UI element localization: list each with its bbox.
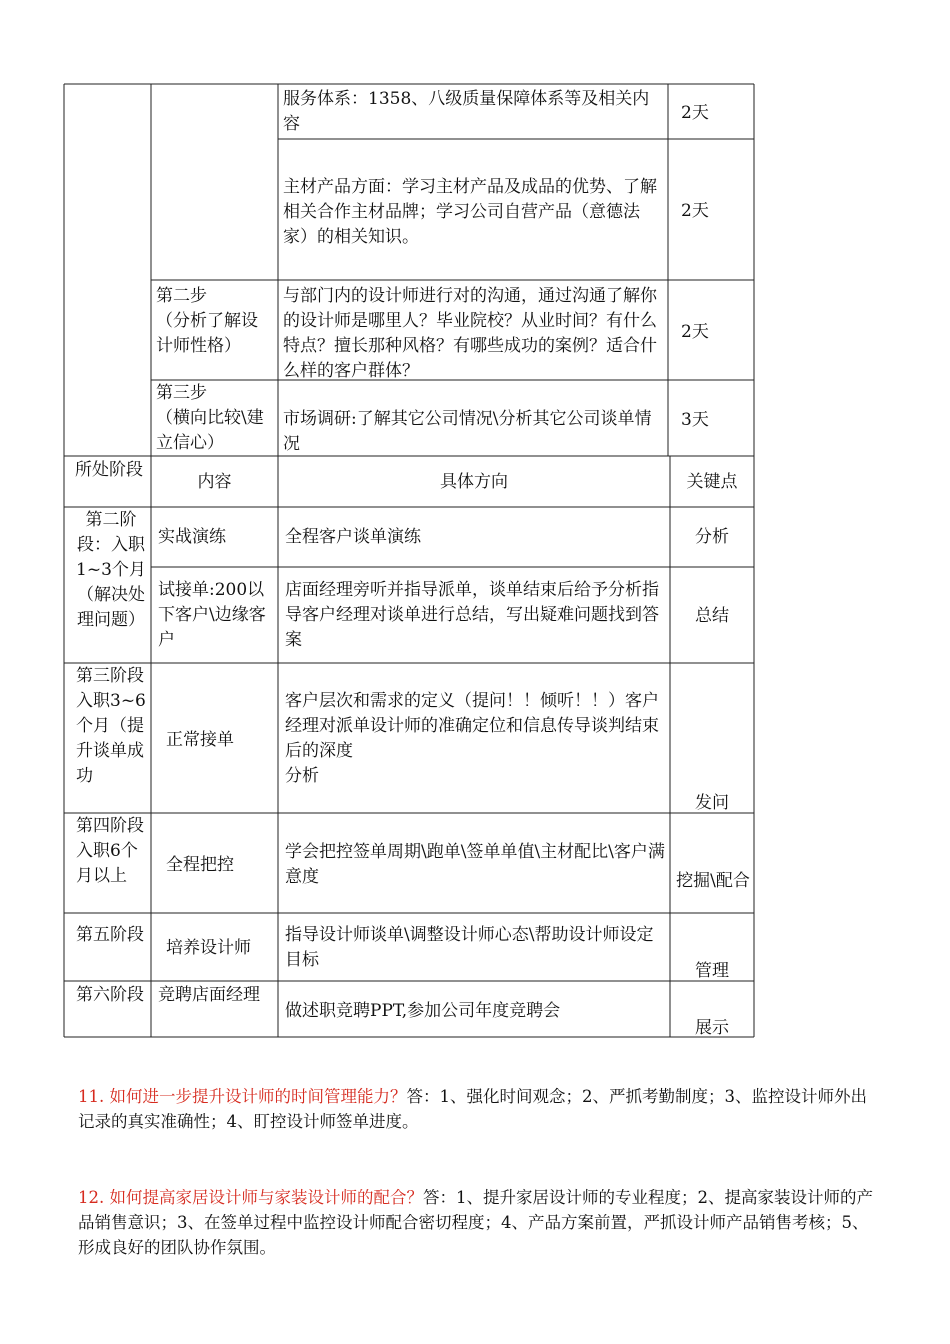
header-key: 关键点 [686, 472, 738, 492]
stage-three-label: 第三阶段入职3~6个月（提升谈单成功 [76, 666, 146, 786]
question-12 [78, 1185, 878, 1260]
header-direction: 具体方向 [440, 472, 508, 492]
stage-four-content: 全程把控 [166, 855, 234, 875]
step-two-text: 与部门内的设计师进行对的沟通，通过沟通了解你的设计师是哪里人？毕业院校？从业时间？有什么特点？擅长那种风格？有哪些成功的案例？适合什么样的客户群体？ [283, 286, 657, 381]
stage-six-content: 竞聘店面经理 [158, 985, 260, 1005]
question-text: 如何进一步提升设计师的时间管理能力？ [109, 1087, 407, 1106]
stage-two-content: 实战演练 [158, 527, 226, 547]
stage-six-direction: 做述职竞聘PPT,参加公司年度竞聘会 [285, 1001, 561, 1021]
question-number: 12. [78, 1188, 105, 1207]
stage-four-direction: 学会把控签单周期\跑单\签单单值\主材配比\客户满意度 [285, 842, 665, 887]
stage-five-direction: 指导设计师谈单\调整设计师心态\帮助设计师设定目标 [285, 925, 654, 970]
step-three-text: 市场调研:了解其它公司情况\分析其它公司谈单情况 [283, 409, 652, 454]
stage-four-key: 挖掘\配合 [676, 871, 750, 891]
question-number: 11. [78, 1087, 105, 1106]
step-two-time: 2天 [681, 322, 709, 342]
main-material-text: 主材产品方面：学习主材产品及成品的优势、了解相关合作主材品牌；学习公司自营产品（意德法家）的相关知识。 [283, 177, 657, 247]
step-two-label: 第二步 （分析了解设计师性格） [156, 286, 258, 356]
stage-six-key: 展示 [695, 1018, 729, 1038]
answer-text: 答：1、强化时间观念；2、严抓考勤制度；3、监控设计师外出记录的真实准确性；4、盯控设计师签单进度。 [78, 1087, 867, 1131]
stage-five-key: 管理 [695, 961, 729, 981]
question-text: 如何提高家居设计师与家装设计师的配合？ [109, 1188, 423, 1207]
trial-order-content: 试接单:200以下客户\边缘客户 [158, 580, 266, 650]
service-system-time: 2天 [681, 103, 709, 123]
stage-three-direction: 客户层次和需求的定义（提问！！倾听！！）客户经理对派单设计师的准确定位和信息传导谈判结束后的深度 分析 [285, 691, 659, 786]
stage-six-label: 第六阶段 [76, 985, 144, 1005]
trial-order-direction: 店面经理旁听并指导派单，谈单结束后给予分析指导客户经理对谈单进行总结，写出疑难问题找到答案 [285, 580, 659, 650]
stage-three-content: 正常接单 [166, 730, 234, 750]
main-material-time: 2天 [681, 201, 709, 221]
stage-two-direction: 全程客户谈单演练 [285, 527, 421, 547]
stage-two-label: 第二阶段：入职1~3个月（解决处理问题） [76, 510, 146, 630]
step-three-label: 第三步 （横向比较\建立信心） [156, 383, 264, 453]
stage-two-key: 分析 [695, 527, 729, 547]
step-three-time: 3天 [681, 410, 709, 430]
header-content: 内容 [197, 472, 232, 492]
header-stage: 所处阶段 [75, 460, 143, 480]
stage-five-label: 第五阶段 [76, 925, 144, 945]
service-system-text: 服务体系：1358、八级质量保障体系等及相关内容 [283, 89, 650, 134]
question-11 [78, 1084, 878, 1134]
answer-text: 答：1、提升家居设计师的专业程度；2、提高家装设计师的产品销售意识；3、在签单过程中监控设计师配合密切程度；4、产品方案前置，严抓设计师产品销售考核；5、形成良好的团队协作氛围。 [78, 1188, 873, 1257]
trial-order-key: 总结 [695, 606, 729, 626]
stage-four-label: 第四阶段入职6个月以上 [76, 816, 144, 886]
stage-three-key: 发问 [695, 793, 729, 813]
stage-five-content: 培养设计师 [166, 938, 251, 958]
